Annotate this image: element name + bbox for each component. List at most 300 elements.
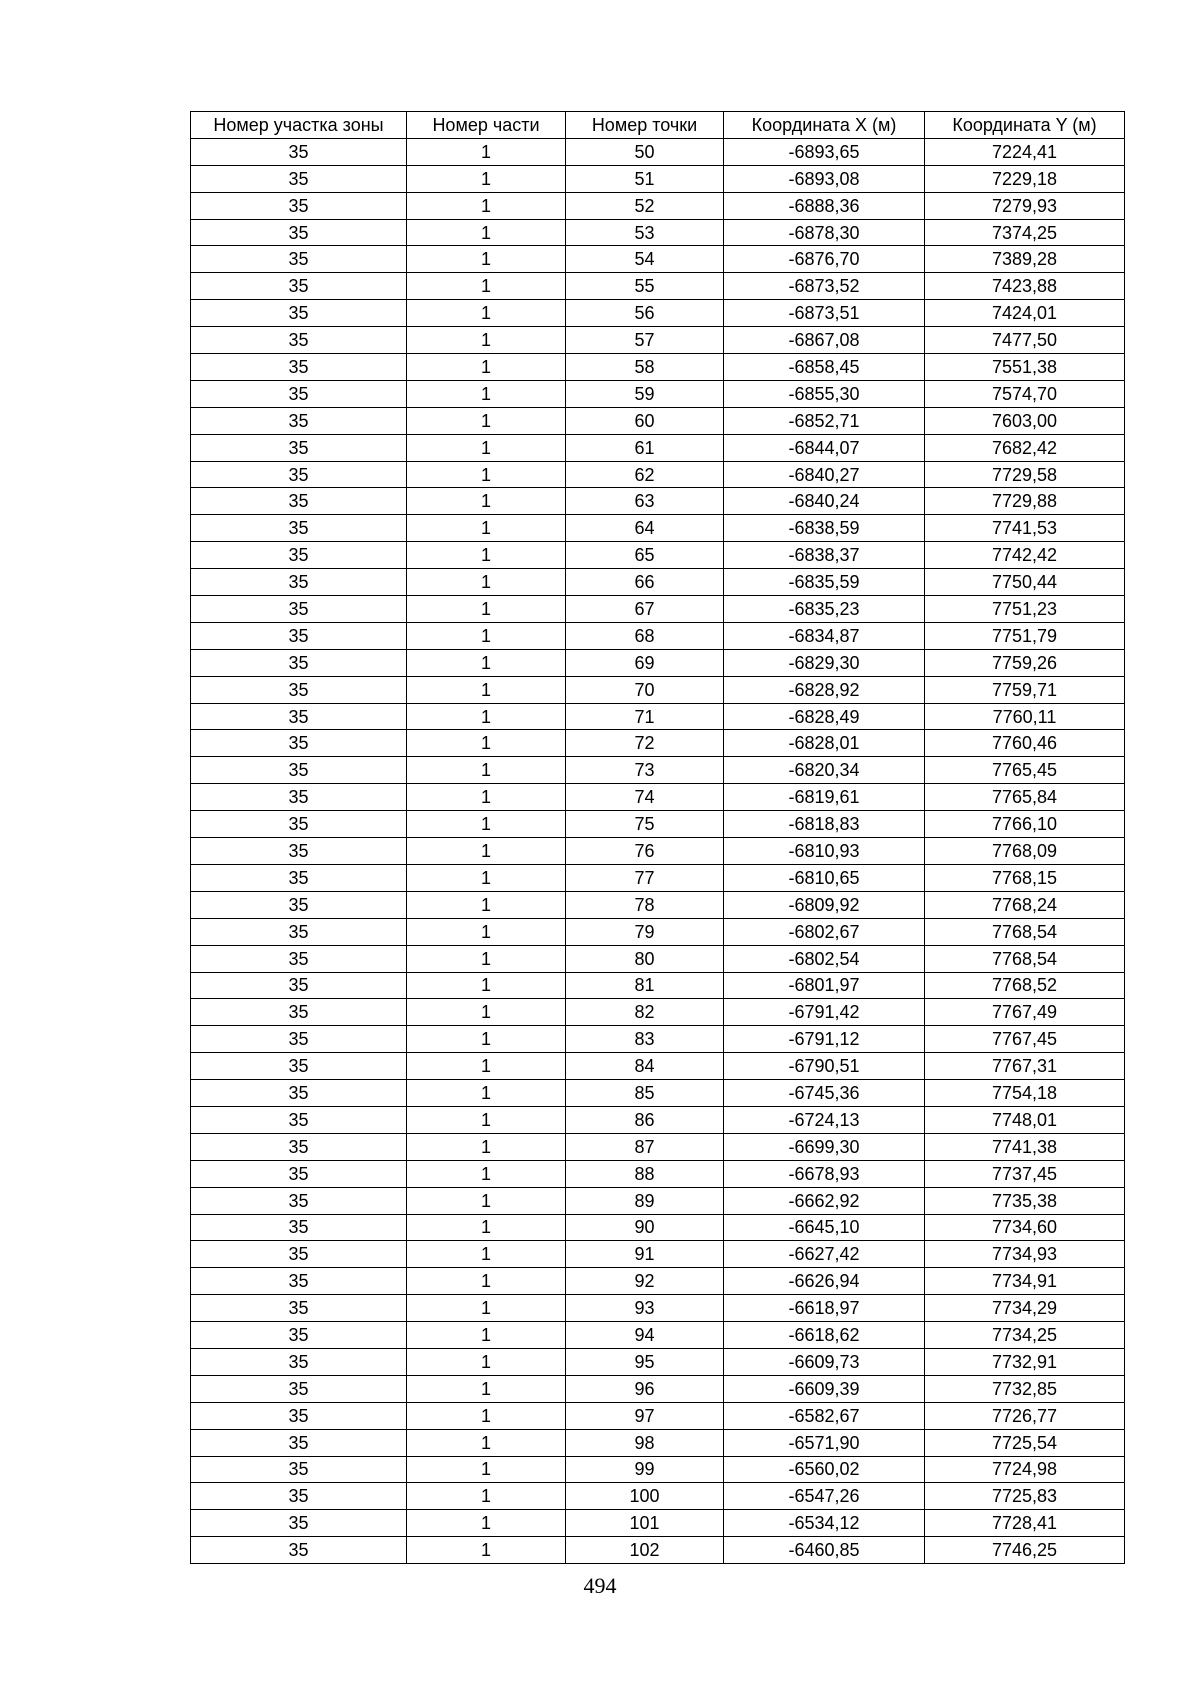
table-row — [191, 300, 1125, 327]
cell-coordinate-x: -6828,92 — [724, 676, 925, 703]
cell-coordinate-x: -6818,83 — [724, 811, 925, 838]
coordinates-table — [190, 111, 1125, 1564]
cell-point-number: 91 — [566, 1241, 724, 1268]
cell-coordinate-x: -6819,61 — [724, 784, 925, 811]
cell-part-number: 1 — [407, 273, 566, 300]
cell-point-number: 60 — [566, 407, 724, 434]
cell-part-number: 1 — [407, 864, 566, 891]
table-row — [191, 165, 1125, 192]
cell-coordinate-y: 7751,79 — [925, 622, 1125, 649]
cell-zone-section-number: 35 — [191, 1080, 407, 1107]
table-row — [191, 192, 1125, 219]
cell-zone-section-number: 35 — [191, 138, 407, 165]
table-row — [191, 1483, 1125, 1510]
cell-point-number: 64 — [566, 515, 724, 542]
cell-part-number: 1 — [407, 999, 566, 1026]
cell-coordinate-y: 7768,54 — [925, 918, 1125, 945]
cell-coordinate-x: -6873,51 — [724, 300, 925, 327]
cell-coordinate-y: 7765,84 — [925, 784, 1125, 811]
cell-coordinate-y: 7746,25 — [925, 1537, 1125, 1564]
cell-point-number: 101 — [566, 1510, 724, 1537]
cell-part-number: 1 — [407, 1510, 566, 1537]
cell-part-number: 1 — [407, 1375, 566, 1402]
cell-coordinate-x: -6829,30 — [724, 649, 925, 676]
table-row — [191, 1348, 1125, 1375]
cell-point-number: 66 — [566, 569, 724, 596]
cell-coordinate-y: 7229,18 — [925, 165, 1125, 192]
table-row — [191, 461, 1125, 488]
table-row — [191, 1375, 1125, 1402]
table-row — [191, 676, 1125, 703]
cell-zone-section-number: 35 — [191, 273, 407, 300]
table-row — [191, 1537, 1125, 1564]
cell-coordinate-x: -6838,37 — [724, 542, 925, 569]
table-row — [191, 542, 1125, 569]
cell-coordinate-x: -6645,10 — [724, 1214, 925, 1241]
table-row — [191, 1106, 1125, 1133]
cell-point-number: 100 — [566, 1483, 724, 1510]
cell-coordinate-y: 7729,88 — [925, 488, 1125, 515]
cell-part-number: 1 — [407, 407, 566, 434]
cell-coordinate-x: -6790,51 — [724, 1053, 925, 1080]
cell-point-number: 75 — [566, 811, 724, 838]
cell-coordinate-y: 7732,91 — [925, 1348, 1125, 1375]
cell-zone-section-number: 35 — [191, 434, 407, 461]
cell-zone-section-number: 35 — [191, 1375, 407, 1402]
cell-point-number: 81 — [566, 972, 724, 999]
cell-coordinate-y: 7724,98 — [925, 1456, 1125, 1483]
cell-coordinate-y: 7767,31 — [925, 1053, 1125, 1080]
cell-point-number: 83 — [566, 1026, 724, 1053]
cell-coordinate-y: 7734,25 — [925, 1322, 1125, 1349]
cell-zone-section-number: 35 — [191, 542, 407, 569]
cell-coordinate-x: -6627,42 — [724, 1241, 925, 1268]
cell-zone-section-number: 35 — [191, 891, 407, 918]
cell-part-number: 1 — [407, 838, 566, 865]
table-row — [191, 596, 1125, 623]
cell-zone-section-number: 35 — [191, 1053, 407, 1080]
cell-part-number: 1 — [407, 327, 566, 354]
cell-coordinate-x: -6855,30 — [724, 380, 925, 407]
table-body — [191, 138, 1125, 1563]
cell-zone-section-number: 35 — [191, 165, 407, 192]
cell-point-number: 65 — [566, 542, 724, 569]
cell-point-number: 93 — [566, 1295, 724, 1322]
cell-part-number: 1 — [407, 784, 566, 811]
cell-part-number: 1 — [407, 811, 566, 838]
cell-point-number: 85 — [566, 1080, 724, 1107]
cell-point-number: 52 — [566, 192, 724, 219]
cell-coordinate-y: 7279,93 — [925, 192, 1125, 219]
cell-coordinate-x: -6893,65 — [724, 138, 925, 165]
cell-coordinate-x: -6838,59 — [724, 515, 925, 542]
cell-coordinate-y: 7682,42 — [925, 434, 1125, 461]
cell-point-number: 74 — [566, 784, 724, 811]
cell-coordinate-y: 7732,85 — [925, 1375, 1125, 1402]
table-row — [191, 838, 1125, 865]
cell-zone-section-number: 35 — [191, 999, 407, 1026]
cell-coordinate-x: -6867,08 — [724, 327, 925, 354]
table-row — [191, 1322, 1125, 1349]
cell-zone-section-number: 35 — [191, 1295, 407, 1322]
cell-coordinate-x: -6834,87 — [724, 622, 925, 649]
cell-zone-section-number: 35 — [191, 596, 407, 623]
cell-part-number: 1 — [407, 569, 566, 596]
cell-point-number: 77 — [566, 864, 724, 891]
cell-coordinate-x: -6724,13 — [724, 1106, 925, 1133]
cell-coordinate-x: -6809,92 — [724, 891, 925, 918]
cell-coordinate-y: 7737,45 — [925, 1160, 1125, 1187]
cell-coordinate-y: 7767,49 — [925, 999, 1125, 1026]
cell-part-number: 1 — [407, 1133, 566, 1160]
cell-coordinate-y: 7725,54 — [925, 1429, 1125, 1456]
cell-point-number: 62 — [566, 461, 724, 488]
table-row — [191, 488, 1125, 515]
cell-point-number: 58 — [566, 354, 724, 381]
cell-zone-section-number: 35 — [191, 1214, 407, 1241]
cell-coordinate-x: -6618,62 — [724, 1322, 925, 1349]
cell-point-number: 63 — [566, 488, 724, 515]
column-header-coordinate-y: Координата Y (м) — [925, 112, 1125, 139]
cell-part-number: 1 — [407, 1160, 566, 1187]
table-row — [191, 515, 1125, 542]
cell-zone-section-number: 35 — [191, 300, 407, 327]
cell-coordinate-x: -6878,30 — [724, 219, 925, 246]
cell-zone-section-number: 35 — [191, 703, 407, 730]
cell-part-number: 1 — [407, 300, 566, 327]
cell-coordinate-x: -6618,97 — [724, 1295, 925, 1322]
cell-part-number: 1 — [407, 138, 566, 165]
column-header-part-number: Номер части — [407, 112, 566, 139]
table-row — [191, 434, 1125, 461]
cell-part-number: 1 — [407, 1322, 566, 1349]
cell-part-number: 1 — [407, 596, 566, 623]
cell-coordinate-x: -6810,93 — [724, 838, 925, 865]
cell-part-number: 1 — [407, 354, 566, 381]
cell-part-number: 1 — [407, 488, 566, 515]
cell-coordinate-x: -6810,65 — [724, 864, 925, 891]
cell-coordinate-x: -6888,36 — [724, 192, 925, 219]
cell-zone-section-number: 35 — [191, 1429, 407, 1456]
table-row — [191, 1429, 1125, 1456]
cell-coordinate-y: 7750,44 — [925, 569, 1125, 596]
cell-part-number: 1 — [407, 542, 566, 569]
cell-point-number: 70 — [566, 676, 724, 703]
cell-part-number: 1 — [407, 219, 566, 246]
cell-coordinate-x: -6840,24 — [724, 488, 925, 515]
cell-coordinate-x: -6609,73 — [724, 1348, 925, 1375]
cell-coordinate-y: 7734,60 — [925, 1214, 1125, 1241]
cell-point-number: 89 — [566, 1187, 724, 1214]
cell-part-number: 1 — [407, 1348, 566, 1375]
cell-coordinate-y: 7741,53 — [925, 515, 1125, 542]
cell-point-number: 68 — [566, 622, 724, 649]
cell-coordinate-y: 7760,46 — [925, 730, 1125, 757]
cell-coordinate-y: 7224,41 — [925, 138, 1125, 165]
cell-coordinate-x: -6791,12 — [724, 1026, 925, 1053]
cell-coordinate-y: 7768,15 — [925, 864, 1125, 891]
table-row — [191, 730, 1125, 757]
table-row — [191, 784, 1125, 811]
table-row — [191, 1510, 1125, 1537]
cell-point-number: 84 — [566, 1053, 724, 1080]
cell-coordinate-y: 7551,38 — [925, 354, 1125, 381]
cell-coordinate-x: -6876,70 — [724, 246, 925, 273]
cell-coordinate-x: -6835,59 — [724, 569, 925, 596]
cell-part-number: 1 — [407, 757, 566, 784]
cell-zone-section-number: 35 — [191, 192, 407, 219]
cell-coordinate-x: -6802,67 — [724, 918, 925, 945]
cell-part-number: 1 — [407, 676, 566, 703]
table-row — [191, 703, 1125, 730]
cell-zone-section-number: 35 — [191, 354, 407, 381]
cell-coordinate-y: 7748,01 — [925, 1106, 1125, 1133]
cell-zone-section-number: 35 — [191, 1106, 407, 1133]
cell-zone-section-number: 35 — [191, 1160, 407, 1187]
cell-coordinate-y: 7729,58 — [925, 461, 1125, 488]
cell-point-number: 54 — [566, 246, 724, 273]
table-row — [191, 1268, 1125, 1295]
cell-zone-section-number: 35 — [191, 380, 407, 407]
cell-point-number: 98 — [566, 1429, 724, 1456]
cell-point-number: 102 — [566, 1537, 724, 1564]
cell-coordinate-x: -6840,27 — [724, 461, 925, 488]
cell-zone-section-number: 35 — [191, 784, 407, 811]
cell-zone-section-number: 35 — [191, 1322, 407, 1349]
cell-coordinate-x: -6547,26 — [724, 1483, 925, 1510]
cell-coordinate-y: 7768,24 — [925, 891, 1125, 918]
cell-part-number: 1 — [407, 380, 566, 407]
table-row — [191, 138, 1125, 165]
cell-part-number: 1 — [407, 1483, 566, 1510]
table-row — [191, 569, 1125, 596]
table-row — [191, 273, 1125, 300]
cell-coordinate-x: -6582,67 — [724, 1402, 925, 1429]
cell-coordinate-x: -6534,12 — [724, 1510, 925, 1537]
cell-point-number: 72 — [566, 730, 724, 757]
cell-part-number: 1 — [407, 918, 566, 945]
cell-zone-section-number: 35 — [191, 1402, 407, 1429]
page-number: 494 — [583, 1573, 617, 1598]
cell-part-number: 1 — [407, 434, 566, 461]
table-row — [191, 1456, 1125, 1483]
cell-part-number: 1 — [407, 1456, 566, 1483]
cell-part-number: 1 — [407, 1106, 566, 1133]
cell-point-number: 59 — [566, 380, 724, 407]
cell-coordinate-x: -6802,54 — [724, 945, 925, 972]
cell-coordinate-y: 7768,09 — [925, 838, 1125, 865]
cell-part-number: 1 — [407, 1187, 566, 1214]
cell-coordinate-x: -6828,49 — [724, 703, 925, 730]
cell-zone-section-number: 35 — [191, 1537, 407, 1564]
cell-zone-section-number: 35 — [191, 1268, 407, 1295]
cell-point-number: 92 — [566, 1268, 724, 1295]
cell-coordinate-x: -6626,94 — [724, 1268, 925, 1295]
table-row — [191, 1402, 1125, 1429]
cell-point-number: 96 — [566, 1375, 724, 1402]
cell-point-number: 79 — [566, 918, 724, 945]
cell-coordinate-y: 7767,45 — [925, 1026, 1125, 1053]
cell-point-number: 69 — [566, 649, 724, 676]
cell-coordinate-y: 7741,38 — [925, 1133, 1125, 1160]
cell-zone-section-number: 35 — [191, 1133, 407, 1160]
cell-zone-section-number: 35 — [191, 1241, 407, 1268]
cell-coordinate-y: 7735,38 — [925, 1187, 1125, 1214]
cell-zone-section-number: 35 — [191, 918, 407, 945]
cell-zone-section-number: 35 — [191, 327, 407, 354]
cell-part-number: 1 — [407, 945, 566, 972]
table-row — [191, 354, 1125, 381]
cell-coordinate-y: 7754,18 — [925, 1080, 1125, 1107]
table-row — [191, 622, 1125, 649]
cell-part-number: 1 — [407, 1429, 566, 1456]
cell-zone-section-number: 35 — [191, 864, 407, 891]
table-row — [191, 918, 1125, 945]
cell-coordinate-x: -6791,42 — [724, 999, 925, 1026]
cell-zone-section-number: 35 — [191, 838, 407, 865]
cell-part-number: 1 — [407, 703, 566, 730]
table-row — [191, 407, 1125, 434]
cell-coordinate-y: 7768,54 — [925, 945, 1125, 972]
table-row — [191, 945, 1125, 972]
table-row — [191, 999, 1125, 1026]
cell-zone-section-number: 35 — [191, 407, 407, 434]
table-row — [191, 380, 1125, 407]
cell-coordinate-y: 7725,83 — [925, 1483, 1125, 1510]
cell-coordinate-y: 7766,10 — [925, 811, 1125, 838]
cell-coordinate-x: -6893,08 — [724, 165, 925, 192]
cell-zone-section-number: 35 — [191, 569, 407, 596]
cell-part-number: 1 — [407, 1080, 566, 1107]
cell-coordinate-y: 7742,42 — [925, 542, 1125, 569]
cell-zone-section-number: 35 — [191, 676, 407, 703]
cell-point-number: 53 — [566, 219, 724, 246]
cell-point-number: 76 — [566, 838, 724, 865]
cell-point-number: 82 — [566, 999, 724, 1026]
cell-point-number: 71 — [566, 703, 724, 730]
table-row — [191, 246, 1125, 273]
cell-part-number: 1 — [407, 1537, 566, 1564]
cell-point-number: 87 — [566, 1133, 724, 1160]
cell-zone-section-number: 35 — [191, 1510, 407, 1537]
table-row — [191, 1214, 1125, 1241]
cell-coordinate-y: 7728,41 — [925, 1510, 1125, 1537]
cell-zone-section-number: 35 — [191, 972, 407, 999]
table-row — [191, 1080, 1125, 1107]
cell-part-number: 1 — [407, 622, 566, 649]
cell-part-number: 1 — [407, 1026, 566, 1053]
cell-part-number: 1 — [407, 972, 566, 999]
cell-zone-section-number: 35 — [191, 1348, 407, 1375]
cell-zone-section-number: 35 — [191, 246, 407, 273]
cell-zone-section-number: 35 — [191, 945, 407, 972]
cell-part-number: 1 — [407, 1268, 566, 1295]
cell-coordinate-y: 7734,91 — [925, 1268, 1125, 1295]
table-row — [191, 1160, 1125, 1187]
cell-coordinate-x: -6820,34 — [724, 757, 925, 784]
cell-point-number: 61 — [566, 434, 724, 461]
cell-coordinate-x: -6844,07 — [724, 434, 925, 461]
cell-part-number: 1 — [407, 1295, 566, 1322]
table-row — [191, 891, 1125, 918]
cell-part-number: 1 — [407, 165, 566, 192]
cell-coordinate-y: 7603,00 — [925, 407, 1125, 434]
cell-point-number: 99 — [566, 1456, 724, 1483]
cell-zone-section-number: 35 — [191, 1483, 407, 1510]
cell-point-number: 50 — [566, 138, 724, 165]
cell-zone-section-number: 35 — [191, 622, 407, 649]
cell-point-number: 97 — [566, 1402, 724, 1429]
header-row — [191, 112, 1125, 139]
cell-point-number: 95 — [566, 1348, 724, 1375]
table-row — [191, 811, 1125, 838]
column-header-point-number: Номер точки — [566, 112, 724, 139]
cell-part-number: 1 — [407, 1241, 566, 1268]
cell-coordinate-x: -6678,93 — [724, 1160, 925, 1187]
cell-coordinate-y: 7424,01 — [925, 300, 1125, 327]
cell-part-number: 1 — [407, 649, 566, 676]
cell-coordinate-x: -6828,01 — [724, 730, 925, 757]
cell-zone-section-number: 35 — [191, 1187, 407, 1214]
cell-part-number: 1 — [407, 730, 566, 757]
cell-coordinate-y: 7726,77 — [925, 1402, 1125, 1429]
cell-point-number: 90 — [566, 1214, 724, 1241]
cell-coordinate-x: -6745,36 — [724, 1080, 925, 1107]
cell-point-number: 67 — [566, 596, 724, 623]
cell-zone-section-number: 35 — [191, 1456, 407, 1483]
cell-coordinate-x: -6852,71 — [724, 407, 925, 434]
table-row — [191, 1187, 1125, 1214]
cell-point-number: 86 — [566, 1106, 724, 1133]
cell-zone-section-number: 35 — [191, 757, 407, 784]
cell-coordinate-y: 7423,88 — [925, 273, 1125, 300]
cell-coordinate-x: -6662,92 — [724, 1187, 925, 1214]
cell-coordinate-x: -6460,85 — [724, 1537, 925, 1564]
cell-part-number: 1 — [407, 1402, 566, 1429]
cell-part-number: 1 — [407, 515, 566, 542]
cell-coordinate-y: 7477,50 — [925, 327, 1125, 354]
table-row — [191, 1295, 1125, 1322]
table-row — [191, 1241, 1125, 1268]
cell-part-number: 1 — [407, 891, 566, 918]
cell-zone-section-number: 35 — [191, 730, 407, 757]
cell-coordinate-y: 7768,52 — [925, 972, 1125, 999]
cell-coordinate-y: 7374,25 — [925, 219, 1125, 246]
cell-coordinate-x: -6560,02 — [724, 1456, 925, 1483]
table-row — [191, 219, 1125, 246]
cell-point-number: 80 — [566, 945, 724, 972]
cell-zone-section-number: 35 — [191, 1026, 407, 1053]
column-header-coordinate-x: Координата X (м) — [724, 112, 925, 139]
cell-coordinate-y: 7389,28 — [925, 246, 1125, 273]
cell-zone-section-number: 35 — [191, 515, 407, 542]
cell-coordinate-y: 7734,29 — [925, 1295, 1125, 1322]
cell-zone-section-number: 35 — [191, 219, 407, 246]
cell-coordinate-x: -6801,97 — [724, 972, 925, 999]
cell-coordinate-x: -6858,45 — [724, 354, 925, 381]
cell-part-number: 1 — [407, 192, 566, 219]
cell-coordinate-y: 7574,70 — [925, 380, 1125, 407]
cell-zone-section-number: 35 — [191, 811, 407, 838]
table-row — [191, 649, 1125, 676]
table-row — [191, 327, 1125, 354]
cell-point-number: 56 — [566, 300, 724, 327]
table-row — [191, 1053, 1125, 1080]
cell-coordinate-x: -6571,90 — [724, 1429, 925, 1456]
table-row — [191, 972, 1125, 999]
cell-point-number: 51 — [566, 165, 724, 192]
cell-zone-section-number: 35 — [191, 649, 407, 676]
